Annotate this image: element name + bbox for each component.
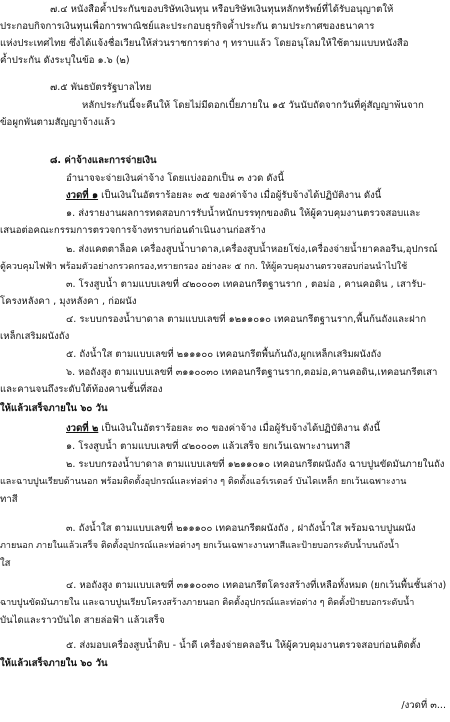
period-1-item: เสนอต่อคณะกรรมการตรวจการจ้างทราบก่อนดำเนินงานก่อสร้าง — [0, 225, 266, 236]
period-1-label: งวดที่ ๑ — [66, 190, 99, 201]
period-2-item: ๑. โรงสูบน้ำ ตามแบบเลขที่ ๔๒๐๐๐๓ แล้วเสร็จ ยกเว้นเฉพาะงานทาสี — [66, 441, 351, 452]
period-2-text: เป็นเงินในอัตราร้อยละ ๓๐ ของค่าจ้าง เมื่อผู้รับจ้างได้ปฏิบัติงาน ดังนี้ — [98, 423, 381, 434]
sec-7-4-line-2: ประกอบกิจการเงินทุนเพื่อการพาณิชย์และประกอบธุรกิจค้ำประกัน ตามประกาศของธนาคาร — [0, 21, 375, 32]
period-1-item: ๔. ระบบกรองน้ำบาดาล ตามแบบเลขที่ ๑๒๑๑๐๑๐ เทคอนกรีตฐานราก,พื้นก้นถังและฝาก — [66, 314, 427, 325]
period-1-item: ๕. ถังน้ำใส ตามแบบเลขที่ ๒๑๑๑๐๐ เทคอนกรีตพื้นก้นถัง,ผูกเหล็กเสริมผนังถัง — [66, 349, 382, 360]
period-2-item: ๒. ระบบกรองน้ำบาดาล ตามแบบเลขที่ ๑๒๑๑๐๑๐ เทคอนกรีตผนังถัง ฉาบปูนขัดมันภายในถัง — [66, 459, 445, 470]
sec-8-heading: ๘. ค่าจ้างและการจ่ายเงิน — [50, 155, 157, 166]
period-2-item: ฉาบปูนขัดมันภายใน และฉาบปูนเรียบโครงสร้างภายนอก ติดตั้งอุปกรณ์และท่อต่าง ๆ ติดตั้งป้ายบอกระดับน้ำ — [0, 598, 415, 608]
period-1-item: ๑. ส่งรายงานผลการทดสอบการรับน้ำหนักบรรทุกของดิน ให้ผู้ควบคุมงานตรวจสอบและ — [66, 208, 421, 219]
period-2-item: ใส — [0, 558, 11, 569]
period-1-item: ๒. ส่งแคตตาล็อค เครื่องสูบน้ำบาดาล,เครื่องสูบน้ำหอยโข่ง,เครื่องจ่ายน้ำยาคลอรีน,อุปกรณ์ — [66, 244, 438, 255]
period-2-item: ๔. หอถังสูง ตามแบบเลขที่ ๓๑๑๐๐๓๐ เทคอนกรีตโครงสร้างที่เหลือทั้งหมด (ยกเว้นพื้นชั้นล่าง) — [66, 580, 447, 591]
period-2-item: ภายนอก ภายในแล้วเสร็จ ติดตั้งอุปกรณ์และท่อต่างๆ ยกเว้นเฉพาะงานทาสีและป้ายบอกระดับน้ำบนถังน้ำ — [0, 541, 400, 551]
period-1-deadline: ให้แล้วเสร็จภายใน ๖๐ วัน — [0, 403, 108, 414]
period-2-label: งวดที่ ๒ — [66, 423, 99, 434]
period-1-text: เป็นเงินในอัตราร้อยละ ๓๕ ของค่าจ้าง เมื่อผู้รับจ้างได้ปฏิบัติงาน ดังนี้ — [98, 190, 382, 201]
sec-7-5-line-2: หลักประกันนี้จะคืนให้ โดยไม่มีดอกเบี้ยภายใน ๑๕ วันนับถัดจากวันที่คู่สัญญาพ้นจาก — [82, 100, 424, 111]
sec-8-intro: อำนาจจะจ่ายเงินค่าจ้าง โดยแบ่งออกเป็น ๓ งวด ดังนี้ — [66, 173, 284, 184]
period-1-item: เหล็กเสริมผนังถัง — [0, 331, 70, 342]
period-2-item: ๕. ส่งมอบเครื่องสูบน้ำดิบ - น้ำดี เครื่องจ่ายคลอรีน ให้ผู้ควบคุมงานตรวจสอบก่อนติดตั้ง — [66, 640, 421, 651]
continued-marker: /งวดที่ ๓... — [401, 700, 446, 711]
period-1-item: โครงหลังคา , มุงหลังคา , ก่อผนัง — [0, 296, 137, 307]
period-1-item: ๓. โรงสูบน้ำ ตามแบบเลขที่ ๔๒๐๐๐๓ เทคอนกรีตฐานราก , ตอม่อ , คานคอดิน , เสารับ- — [66, 279, 426, 290]
sec-7-5-line-3: ข้อผูกพันตามสัญญาจ้างแล้ว — [0, 117, 116, 128]
sec-7-4-line-3: แห่งประเทศไทย ซึ่งได้แจ้งชื่อเวียนให้ส่วนราชการต่าง ๆ ทราบแล้ว โดยอนุโลมให้ใช้ตามแบบหนังสือ — [0, 38, 409, 49]
period-2-header — [66, 423, 380, 435]
period-1-item: และคานจนถึงระดับใต้ท้องคานชั้นที่สอง — [0, 384, 163, 395]
period-2-item: และฉาบปูนเรียบด้านนอก พร้อมติดตั้งอุปกรณ์และท่อต่าง ๆ ติดตั้งแอร์เรเตอร์ บันไดเหล็ก ยกเว้นเฉพาะงาน — [0, 477, 407, 487]
period-2-deadline: ให้แล้วเสร็จภายใน ๖๐ วัน — [0, 658, 108, 669]
period-1-item: ตู้ควบคุมไฟฟ้า พร้อมตัวอย่างกรวดกรอง,ทรายกรอง อย่างละ ๕ กก. ให้ผู้ควบคุมงานตรวจสอบก่อนนำไปใช้ — [0, 262, 408, 272]
period-2-item: ๓. ถังน้ำใส ตามแบบเลขที่ ๒๑๑๑๐๐ เทคอนกรีตผนังถัง , ฝาถังน้ำใส พร้อมฉาบปูนผนัง — [66, 523, 416, 534]
period-1-header — [66, 190, 381, 202]
sec-7-4-line-1: ๗.๔ หนังสือค้ำประกันของบริษัทเงินทุน หรือบริษัทเงินทุนหลักทรัพย์ที่ได้รับอนุญาตให้ — [50, 4, 394, 15]
sec-7-4-line-4: ค้ำประกัน ดังระบุในข้อ ๑.๖ (๒) — [0, 55, 130, 66]
period-2-item: ทาสี — [0, 494, 18, 505]
period-1-item: ๖. หอถังสูง ตามแบบเลขที่ ๓๑๑๐๐๓๐ เทคอนกรีตฐานราก,ตอม่อ,คานคอดิน,เทคอนกรีตเสา — [66, 367, 438, 378]
sec-7-5-line-1: ๗.๕ พันธบัตรรัฐบาลไทย — [50, 82, 152, 93]
period-2-item: บันไดและราวบันได สายล่อฟ้า แล้วเสร็จ — [0, 615, 165, 626]
